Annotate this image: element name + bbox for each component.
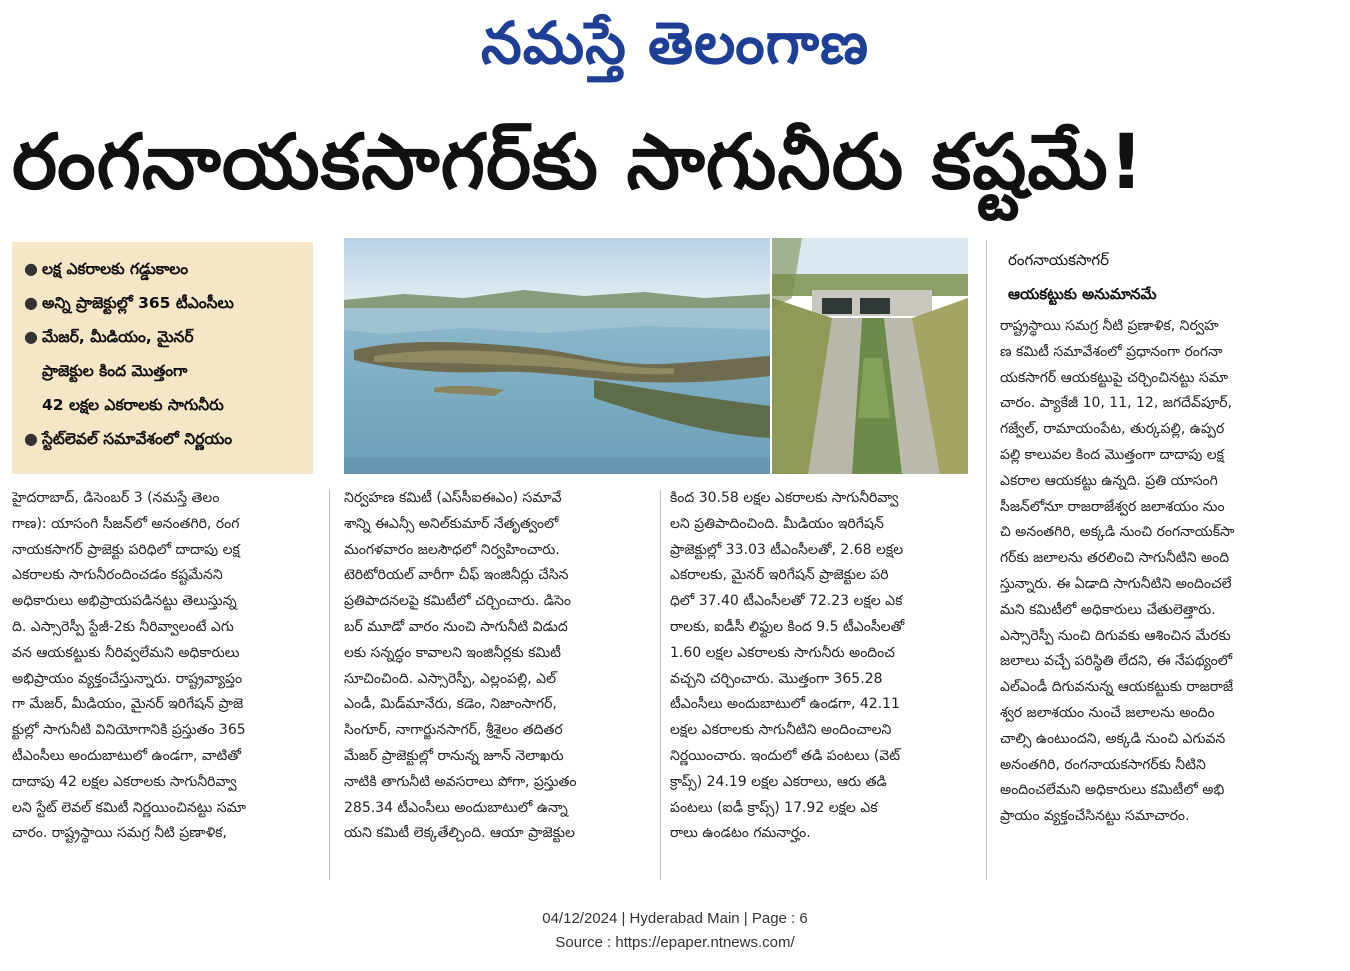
article-line: అందించలేమని అధికారులు కమిటీలో అభి <box>1000 782 1225 799</box>
masthead-logo: నమస్తే తెలంగాణ <box>481 9 869 77</box>
article-line: బర్ మూడో వారం నుంచి సాగునీటి విడుద <box>344 618 568 635</box>
article-line: మంగళవారం జలసౌధలో నిర్వహించారు. <box>344 541 560 558</box>
article-line: క్రాప్స్) 24.19 లక్షల ఎకరాలు, ఆరు తడి <box>670 773 887 790</box>
article-line: ఎకరాల ఆయకట్టు ఉన్నది. ప్రతి యాసంగి <box>1000 472 1218 489</box>
reservoir-illustration <box>344 238 770 474</box>
article-line: ది. ఎస్సారెస్పీ స్టేజీ-2కు నీరివ్వాలంటే ఎగు <box>12 618 234 635</box>
article-line: నాయకసాగర్ ప్రాజెక్టు పరిధిలో దాదాపు లక్ష <box>12 541 240 558</box>
article-line: లని ప్రతిపాదించింది. మీడియం ఇరిగేషన్ <box>670 515 884 532</box>
highlight-item: ● మేజర్, మీడియం, మైనర్ <box>22 320 305 354</box>
article-line: హైదరాబాద్, డిసెంబర్ 3 (నమస్తే తెలం <box>12 490 220 506</box>
article-line: ణ కమిటీ సమావేశంలో ప్రధానంగా రంగనా <box>1000 343 1223 360</box>
highlight-item: ● అన్ని ప్రాజెక్టుల్లో 365 టీఎంసీలు <box>22 286 305 320</box>
article-line: కింద 30.58 లక్షల ఎకరాలకు సాగునీరివ్వా <box>670 490 899 506</box>
article-line: లకు సన్నద్ధం కావాలని ఇంజినీర్లకు కమిటీ <box>344 644 561 661</box>
article-line: ప్రాజెక్టుల్లో 33.03 టీఎంసీలతో, 2.68 లక్షల <box>670 541 904 558</box>
article-line: అభిప్రాయం వ్యక్తంచేస్తున్నారు. రాష్ట్రవ్యాప్తం <box>12 670 243 687</box>
article-line: నాటికి తాగునీటి అవసరాలు పోగా, ప్రస్తుతం <box>344 773 577 790</box>
article-line: సింగూర్, నాగార్జునసాగర్, శ్రీశైలం తదితర <box>344 722 563 739</box>
sidebar-title: రంగనాయకసాగర్ <box>1008 251 1110 269</box>
article-line: చారం. రాష్ట్రస్థాయి సమగ్ర నీటి ప్రణాళిక, <box>12 825 227 842</box>
article-line: గాణ): యాసంగి సీజన్‌లో అనంతగిరి, రంగ <box>12 515 240 532</box>
article-line: దాదాపు 42 లక్షల ఎకరాలకు సాగునీరివ్వా <box>12 773 237 790</box>
article-line: లక్షల ఎకరాలకు సాగునీటిని అందించాలని <box>670 722 892 739</box>
article-line: నిర్ణయించారు. ఇందులో తడి పంటలు (వెట్ <box>670 747 901 764</box>
bullet-icon: ● <box>24 327 38 346</box>
headline: రంగనాయకసాగర్‌కు సాగునీరు కష్టమే! <box>12 117 1145 206</box>
article-line: అధికారులు అభిప్రాయపడినట్టు తెలుస్తున్న <box>12 593 237 610</box>
article-column-4 <box>1000 314 1336 881</box>
article-line: శ్వర జలాశయం నుంచే జలాలను అందిం <box>1000 704 1215 721</box>
article-line: వన ఆయకట్టుకు నీరివ్వలేమని అధికారులు <box>12 644 240 661</box>
article-line: లని స్టేట్ లెవల్ కమిటీ నిర్ణయించినట్టు సమా <box>12 799 246 816</box>
article-line: ఎకరాలకు సాగునీరందించడం కష్టమేనని <box>12 567 223 584</box>
article-line: రాలు ఉండటం గమనార్హం. <box>670 825 811 842</box>
article-line: గర్‌కు జలాలను తరలించి సాగునీటిని అంది <box>1000 550 1230 567</box>
article-line: మేజర్ ప్రాజెక్టుల్లో రానున్న జూన్ నెలాఖరు <box>344 747 564 764</box>
highlight-item: ప్రాజెక్టుల కింద మొత్తంగా <box>42 362 188 380</box>
article-line: గా మేజర్, మీడియం, మైనర్ ఇరిగేషన్ ప్రాజె <box>12 696 244 713</box>
article-column-1 <box>12 486 314 881</box>
article-line: టీఎంసీలు అందుబాటులో ఉండగా, వాటితో <box>12 747 242 764</box>
article-line: ధిలో 37.40 టీఎంసీలతో 72.23 లక్షల ఎక <box>670 593 903 610</box>
article-line: రాలకు, ఐడీసీ లిఫ్టుల కింద 9.5 టీఎంసీలతో <box>670 618 905 635</box>
article-line: చారం. ప్యాకేజీ 10, 11, 12, జగదేవ్‌పూర్, <box>1000 395 1233 412</box>
article-line: యని కమిటీ లెక్కతేల్చింది. ఆయా ప్రాజెక్టుల <box>344 825 575 842</box>
article-column-3 <box>670 486 970 881</box>
article-column-2 <box>344 486 650 881</box>
article-line: టెరిటోరియల్ వారీగా చీఫ్ ఇంజినీర్లు చేసిన <box>344 567 569 584</box>
article-line: పల్లి కాలువల కింద మొత్తంగా దాదాపు లక్ష <box>1000 446 1224 463</box>
article-line: ఎకరాలకు, మైనర్ ఇరిగేషన్ ప్రాజెక్టుల పరి <box>670 567 889 584</box>
article-line: సూచించింది. ఎస్సారెస్పీ, ఎల్లంపల్లి, ఎల్ <box>344 670 557 687</box>
article-line: ప్రతిపాదనలపై కమిటీలో చర్చించారు. డిసెం <box>344 593 572 610</box>
article-line: 285.34 టీఎంసీలు అందుబాటులో ఉన్నా <box>344 799 568 816</box>
article-line: అనంతగిరి, రంగనాయకసాగర్‌కు నీటిని <box>1000 756 1206 773</box>
article-line: శాన్ని ఈఎన్సీ అనిల్‌కుమార్ నేతృత్వంలో <box>344 515 559 532</box>
article-line: స్తున్నారు. ఈ ఏడాది సాగునీటిని అందించలే <box>1000 575 1232 592</box>
highlight-item: 42 లక్షల ఎకరాలకు సాగునీరు <box>42 396 224 414</box>
article-line: టీఎంసీలు అందుబాటులో ఉండగా, 42.11 <box>670 696 900 713</box>
bullet-icon: ● <box>24 293 38 312</box>
highlights-box <box>12 242 313 474</box>
footer-source-line: Source : https://epaper.ntnews.com/ <box>555 934 795 951</box>
sidebar-subtitle: ఆయకట్టుకు అనుమానమే <box>1008 285 1157 303</box>
canal-photo <box>772 238 968 474</box>
column-divider <box>986 240 987 880</box>
highlight-item: ● లక్ష ఎకరాలకు గడ్డుకాలం <box>22 252 305 286</box>
reservoir-photo <box>344 238 770 474</box>
article-line: నిర్వహణ కమిటీ (ఎస్‌సీఐఈఎం) సమావే <box>344 490 562 506</box>
article-line: యకసాగర్ ఆయకట్టుపై చర్చించినట్టు సమా <box>1000 369 1229 386</box>
bullet-icon: ● <box>24 259 38 278</box>
footer-date-line: 04/12/2024 | Hyderabad Main | Page : 6 <box>542 910 808 927</box>
article-line: పంటలు (ఐడీ క్రాప్స్) 17.92 లక్షల ఎక <box>670 799 878 816</box>
canal-illustration <box>772 238 968 474</box>
article-line: గజ్వేల్, రామాయంపేట, తుర్కపల్లి, ఉప్పర <box>1000 421 1225 438</box>
sidebar-heading <box>1008 243 1338 311</box>
article-line: ప్రాయం వ్యక్తంచేసినట్టు సమాచారం. <box>1000 808 1190 825</box>
article-line: సీజన్‌లోనూ రాజరాజేశ్వర జలాశయం నుం <box>1000 498 1225 515</box>
article-line: జలాలు వచ్చే పరిస్థితి లేదని, ఈ నేపథ్యంలో <box>1000 653 1233 670</box>
highlight-item: ● స్టేట్‌లెవల్ సమావేశంలో నిర్ణయం <box>22 422 305 456</box>
article-line: చాల్సి ఉంటుందని, అక్కడి నుంచి ఎగువన <box>1000 730 1226 747</box>
column-divider <box>329 490 330 880</box>
article-line: క్టుల్లో సాగునీటి వినియోగానికి ప్రస్తుతం 365 <box>12 722 246 739</box>
article-line: ఎండీ, మిడ్‌మానేరు, కడెం, నిజాంసాగర్, <box>344 696 557 713</box>
article-line: ఎస్సారెస్పీ నుంచి దిగువకు ఆశించిన మేరకు <box>1000 627 1231 644</box>
article-line: ఎల్‌ఎండీ దిగువనున్న ఆయకట్టుకు రాజరాజే <box>1000 679 1234 696</box>
article-line: మని కమిటీలో అధికారులు చేతులెత్తారు. <box>1000 601 1216 618</box>
column-divider <box>660 490 661 880</box>
bullet-icon: ● <box>24 429 38 448</box>
article-line: చి అనంతగిరి, అక్కడి నుంచి రంగనాయక్‌సా <box>1000 524 1235 541</box>
article-line: రాష్ట్రస్థాయి సమగ్ర నీటి ప్రణాళిక, నిర్వహ <box>1000 318 1219 334</box>
article-line: 1.60 లక్షల ఎకరాలకు సాగునీరు అందించ <box>670 644 895 661</box>
article-line: వచ్చని చర్చించారు. మొత్తంగా 365.28 <box>670 670 883 687</box>
